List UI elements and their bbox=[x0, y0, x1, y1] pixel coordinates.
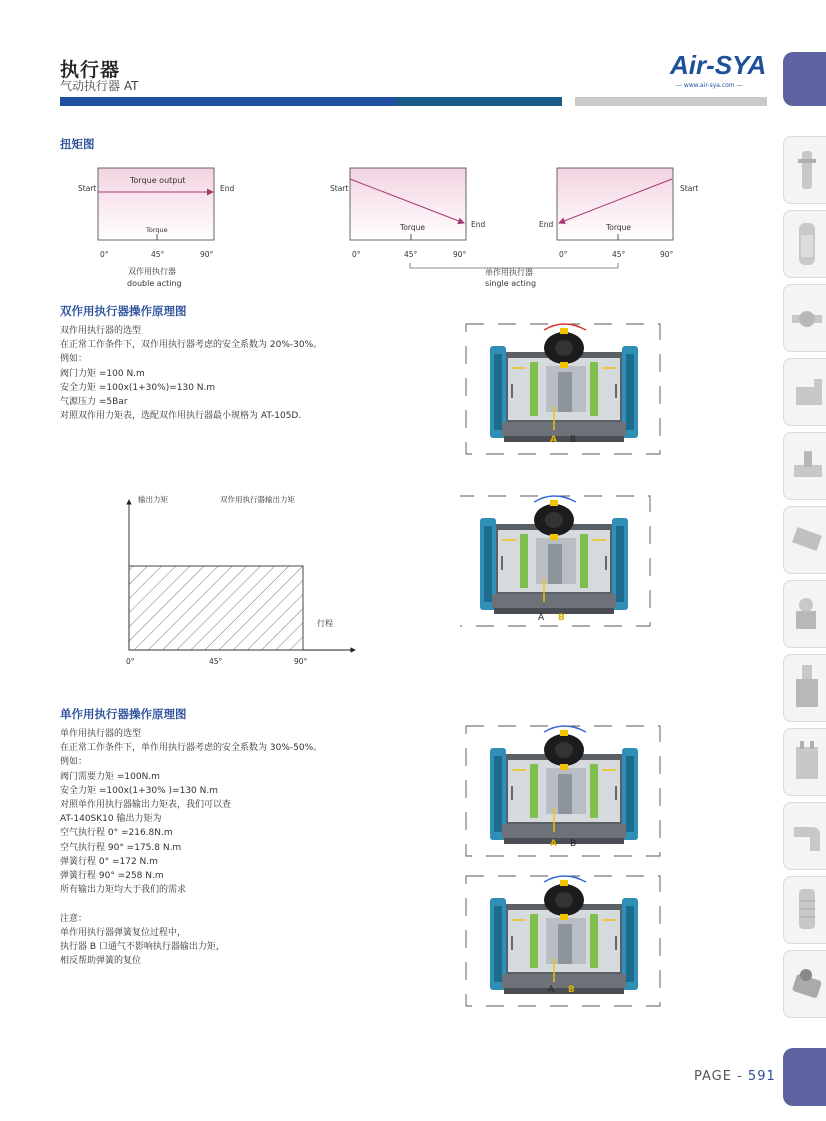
single-line-12: 所有输出力矩均大于我们的需求 bbox=[60, 885, 187, 896]
single-line-spacer bbox=[60, 897, 322, 911]
single-line-4: 阀门需要力矩 =100N.m bbox=[60, 771, 160, 782]
d1-start: Start bbox=[78, 184, 97, 193]
d1-tick-90: 90° bbox=[200, 250, 214, 259]
single-line-1: 单作用执行器的选型 bbox=[60, 729, 142, 739]
side-tab-elbow-fitting[interactable] bbox=[783, 358, 826, 426]
side-tab-pressure-valve[interactable] bbox=[783, 432, 826, 500]
chart-tick-90: 90° bbox=[294, 657, 308, 666]
regulator-icon bbox=[784, 581, 826, 647]
d3-tick-45: 45° bbox=[612, 250, 626, 259]
page-title: 执行器 bbox=[60, 59, 121, 81]
header-bar-teal bbox=[396, 97, 562, 106]
chart-tick-0: 0° bbox=[126, 657, 135, 666]
single-line-8: 空气执行程 0° =216.8N.m bbox=[60, 828, 173, 839]
chart-title: 双作用执行器输出力矩 bbox=[220, 495, 295, 504]
pressure-valve-icon bbox=[784, 433, 826, 499]
d2-tick-90: 90° bbox=[453, 250, 467, 259]
d3-torque: Torque bbox=[606, 223, 631, 232]
single-line-7: AT-140SK10 输出力矩为 bbox=[60, 814, 162, 825]
torque-heading: 扭矩图 bbox=[60, 137, 95, 151]
d3-tick-0: 0° bbox=[559, 250, 568, 259]
double-line-5: 安全力矩 =100x(1+30%)=130 N.m bbox=[60, 382, 216, 393]
side-tab-pipe-fitting[interactable] bbox=[783, 802, 826, 870]
single-acting-text bbox=[60, 727, 322, 968]
d3-start: Start bbox=[680, 184, 699, 193]
page-number bbox=[694, 1069, 776, 1084]
single-line-14: 注意： bbox=[60, 913, 88, 924]
d2-end: End bbox=[471, 220, 486, 229]
side-tab-ball-valve[interactable] bbox=[783, 284, 826, 352]
single-line-17: 相反帮助弹簧的复位 bbox=[60, 956, 142, 967]
port-b-2: B bbox=[558, 613, 565, 623]
page-label: PAGE - bbox=[694, 1069, 748, 1084]
d1-tick-45: 45° bbox=[151, 250, 165, 259]
single-line-2: 在正常工作条件下，单作用执行器考虑的安全系数为 30%-50%。 bbox=[60, 743, 323, 754]
output-torque-area bbox=[129, 566, 303, 650]
side-tab-lubricator[interactable] bbox=[783, 654, 826, 722]
caption-single-en: single acting bbox=[485, 279, 537, 288]
single-line-15: 单作用执行器弹簧复位过程中， bbox=[60, 927, 187, 938]
d2-start: Start bbox=[330, 184, 349, 193]
chart-xlabel: 行程 bbox=[317, 619, 333, 628]
manifold-icon bbox=[784, 729, 826, 795]
page-number-value: 591 bbox=[747, 1069, 776, 1084]
port-b-1: B bbox=[570, 435, 577, 445]
d1-label: Torque output bbox=[130, 176, 186, 185]
double-line-7: 对照双作用力矩表，选配双作用执行器最小规格为 AT-105D. bbox=[60, 411, 302, 422]
single-line-10: 弹簧行程 0° =172 N.m bbox=[60, 856, 158, 867]
torque-diagram-double bbox=[78, 168, 234, 288]
filter-valve-icon bbox=[784, 137, 826, 203]
d1-tick-0: 0° bbox=[100, 250, 109, 259]
torque-diagram-single-1 bbox=[330, 168, 485, 259]
side-tab-manifold[interactable] bbox=[783, 728, 826, 796]
corner-tab bbox=[783, 52, 826, 106]
double-line-2: 在正常工作条件下，双作用执行器考虑的安全系数为 20%-30%。 bbox=[60, 340, 323, 351]
side-tab-solenoid-valve[interactable] bbox=[783, 506, 826, 574]
torque-diagrams bbox=[60, 155, 720, 295]
caption-double-cn: 双作用执行器 bbox=[128, 267, 176, 276]
cartridge-filter-icon bbox=[784, 211, 826, 277]
header-bar-gray bbox=[575, 97, 767, 106]
actuator-double-2 bbox=[460, 496, 650, 626]
double-line-3: 例如： bbox=[60, 354, 88, 365]
caption-single-cn: 单作用执行器 bbox=[485, 268, 533, 277]
double-output-chart bbox=[110, 490, 370, 670]
single-line-5: 安全力矩 =100x(1+30% )=130 N.m bbox=[60, 785, 219, 796]
caption-double-en: double acting bbox=[127, 279, 182, 288]
chart-tick-45: 45° bbox=[209, 657, 223, 666]
double-line-4: 阀门力矩 =100 N.m bbox=[60, 368, 145, 379]
double-acting-heading: 双作用执行器操作原理图 bbox=[60, 304, 187, 318]
port-a-3: A bbox=[550, 839, 557, 849]
solenoid-valve-icon bbox=[784, 507, 826, 573]
actuator-illustrations bbox=[460, 318, 670, 1018]
page-subtitle: 气动执行器 AT bbox=[60, 79, 139, 93]
pipe-fitting-icon bbox=[784, 803, 826, 869]
single-line-11: 弹簧行程 90° =258 N.m bbox=[60, 871, 164, 882]
silencer-icon bbox=[784, 877, 826, 943]
ball-valve-icon bbox=[784, 285, 826, 351]
actuator-single-2 bbox=[466, 876, 660, 1006]
port-b-3: B bbox=[570, 839, 577, 849]
side-tab-actuator[interactable] bbox=[783, 950, 826, 1018]
single-line-16: 执行器 B 口通气不影响执行器输出力矩， bbox=[60, 942, 225, 953]
actuator-single-1 bbox=[466, 726, 660, 856]
port-a-2: A bbox=[538, 613, 545, 623]
d2-tick-45: 45° bbox=[404, 250, 418, 259]
side-tab-filter-valve[interactable] bbox=[783, 136, 826, 204]
single-line-9: 空气执行程 90° =175.8 N.m bbox=[60, 842, 182, 853]
lubricator-icon bbox=[784, 655, 826, 721]
double-acting-text bbox=[60, 324, 322, 423]
d1-end: End bbox=[220, 184, 235, 193]
side-tab-silencer[interactable] bbox=[783, 876, 826, 944]
torque-diagram-single-2 bbox=[539, 168, 698, 259]
brand-logo: Air-SYA bbox=[670, 50, 767, 80]
double-line-1: 双作用执行器的选型 bbox=[60, 326, 142, 336]
d2-tick-0: 0° bbox=[352, 250, 361, 259]
d1-torque: Torque bbox=[146, 226, 168, 234]
port-a-1: A bbox=[550, 435, 557, 445]
single-acting-heading: 单作用执行器操作原理图 bbox=[60, 707, 187, 721]
d3-end: End bbox=[539, 220, 554, 229]
actuator-double-1 bbox=[466, 324, 660, 454]
page-corner-tab bbox=[783, 1048, 826, 1106]
chart-ylabel: 输出力矩 bbox=[138, 495, 168, 504]
double-line-6: 气源压力 =5Bar bbox=[60, 397, 128, 408]
port-b-4: B bbox=[568, 985, 575, 995]
brand-url: — www.air-sya.com — bbox=[676, 82, 743, 89]
d2-torque: Torque bbox=[400, 223, 425, 232]
side-tab-regulator[interactable] bbox=[783, 580, 826, 648]
elbow-fitting-icon bbox=[784, 359, 826, 425]
side-tab-cartridge-filter[interactable] bbox=[783, 210, 826, 278]
single-line-3: 例如： bbox=[60, 757, 88, 768]
port-a-4: A bbox=[548, 985, 555, 995]
single-line-6: 对照单作用执行器输出力矩表，我们可以查 bbox=[60, 800, 232, 811]
d3-tick-90: 90° bbox=[660, 250, 674, 259]
header-bar-blue bbox=[60, 97, 396, 106]
actuator-icon bbox=[784, 951, 826, 1017]
